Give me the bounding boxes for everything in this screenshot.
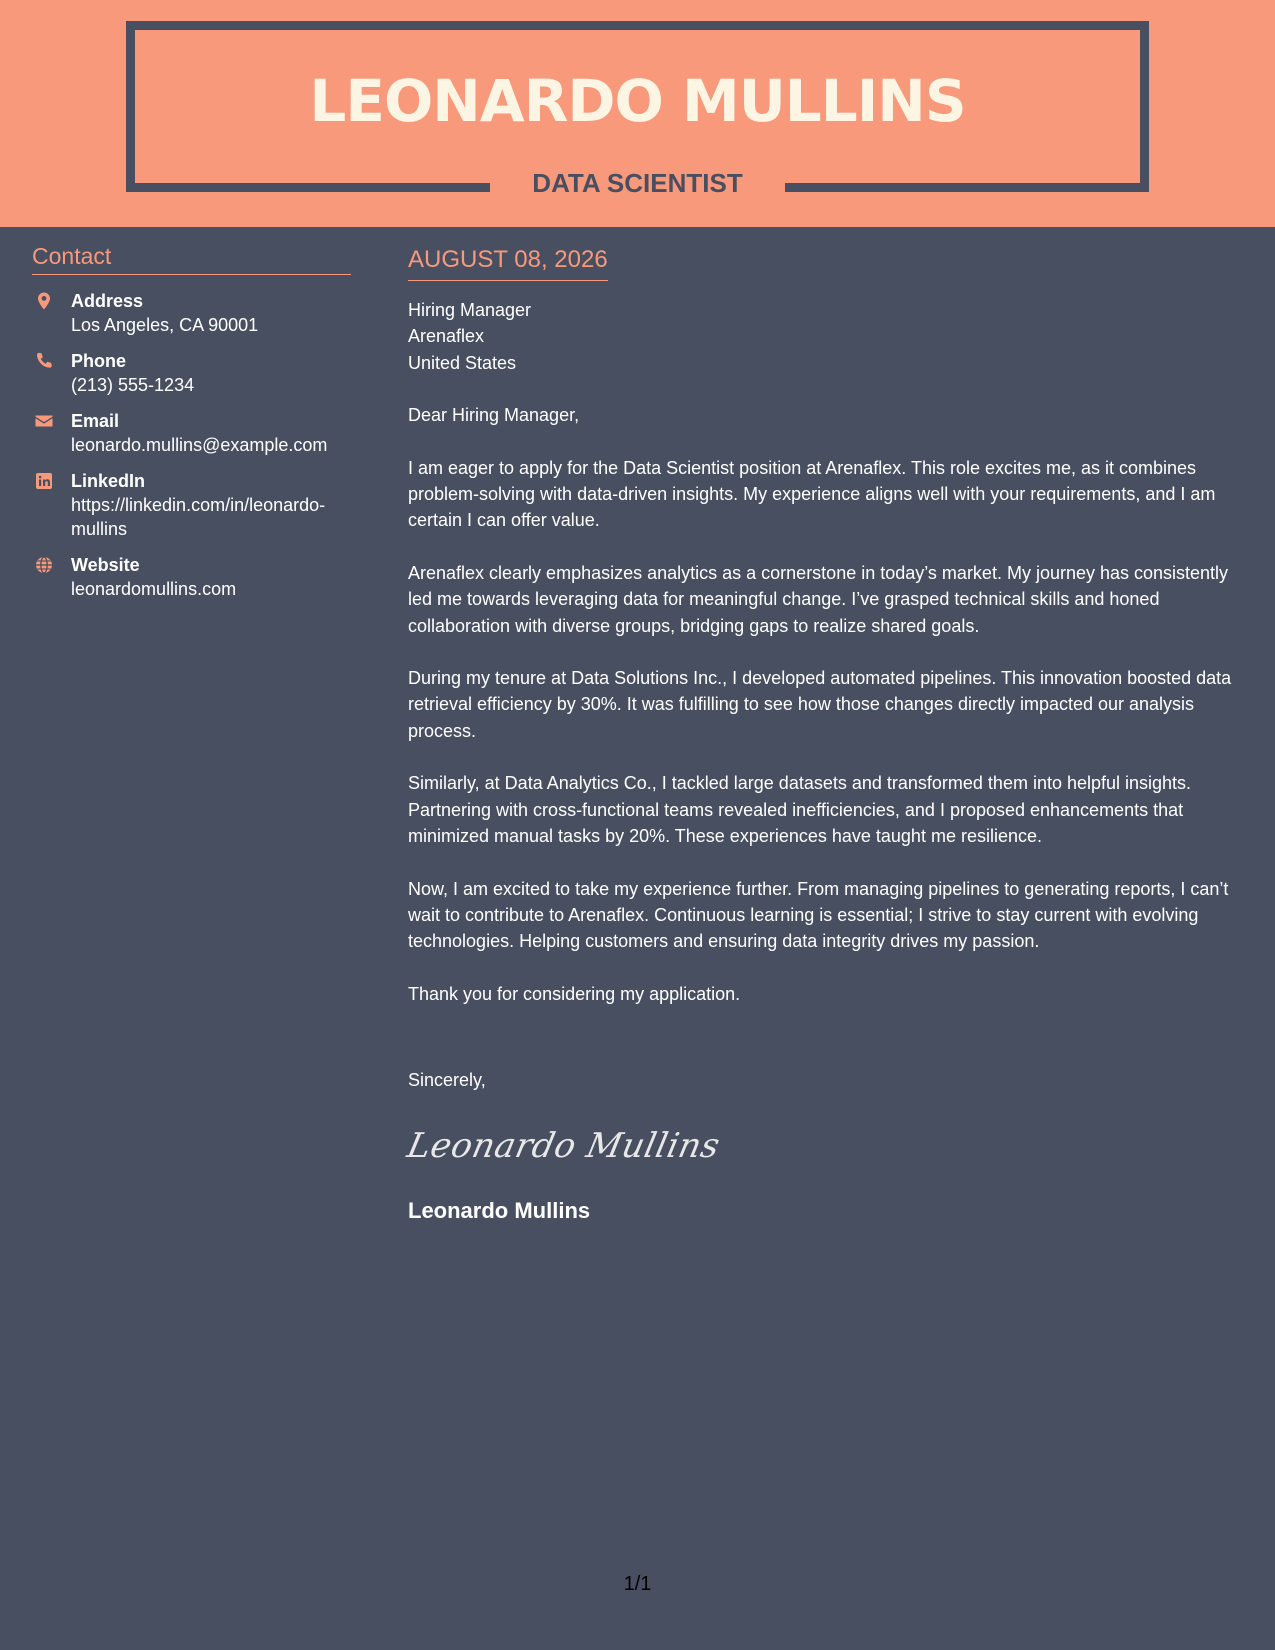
applicant-name: LEONARDO MULLINS [309, 67, 966, 135]
letter-body [403, 244, 1248, 1226]
header-banner [0, 0, 1275, 227]
paragraph-4: Similarly, at Data Analytics Co., I tackled large datasets and transformed them into helpful insights. Partnering with cross-functional teams revealed inefficiencies, and I proposed enhancements that minimized manual tasks by 20%. These experiences have taught me resilience. [408, 773, 1192, 847]
paragraph-6: Thank you for considering my application. [408, 983, 741, 1004]
paragraph-5: Now, I am excited to take my experience further. From managing pipelines to generating reports, I can’t wait to contribute to Arenaflex. Continuous learning is essential; I strive to stay current with evolving technologies. Helping customers and ensuring data integrity drives my passion. [408, 878, 1229, 952]
contact-item-linkedin [32, 469, 351, 541]
address-value: Los Angeles, CA 90001 [71, 315, 259, 335]
handwritten-signature: Leonardo Mullins [403, 1125, 724, 1166]
paragraph-2: Arenaflex clearly emphasizes analytics as a cornerstone in today’s market. My journey has consistently led me towards leveraging data for meaningful change. I’ve grasped technical skills and honed collaboration with diverse groups, bridging gaps to realize shared goals. [408, 562, 1229, 636]
email-value: leonardo.mullins@example.com [71, 435, 328, 455]
job-title: DATA SCIENTIST [532, 168, 743, 198]
contact-item-website [32, 553, 351, 601]
website-value: leonardomullins.com [71, 579, 237, 599]
recipient-country: United States [408, 352, 517, 373]
recipient-block [408, 297, 1248, 376]
letter-date: AUGUST 08, 2026 [408, 244, 608, 281]
phone-value: (213) 555-1234 [71, 375, 195, 395]
email-label: Email [71, 411, 120, 431]
linkedin-value: https://linkedin.com/in/leonardo-mullins [71, 495, 326, 539]
map-pin-icon [34, 291, 54, 311]
contact-item-phone [32, 349, 351, 397]
closing: Sincerely, [408, 1070, 486, 1091]
recipient-title: Hiring Manager [408, 300, 532, 320]
contact-sidebar [32, 240, 351, 613]
website-label: Website [71, 555, 140, 575]
salutation: Dear Hiring Manager, [408, 405, 580, 426]
contact-heading: Contact [32, 240, 351, 275]
paragraph-3: During my tenure at Data Solutions Inc., I developed automated pipelines. This innovation boosted data retrieval efficiency by 30%. It was fulfilling to see how those changes directly impacted our analysis process. [408, 668, 1232, 741]
phone-label: Phone [71, 351, 127, 371]
contact-item-address [32, 289, 351, 337]
signed-name: Leonardo Mullins [408, 1197, 591, 1223]
envelope-icon [34, 411, 54, 431]
linkedin-label: LinkedIn [71, 471, 146, 491]
globe-icon [34, 555, 54, 575]
paragraph-1: I am eager to apply for the Data Scientist position at Arenaflex. This role excites me, as it combines problem-solving with data-driven insights. My experience aligns well with your requirements, and I am certain I can offer value. [408, 457, 1216, 531]
phone-icon [34, 351, 54, 371]
recipient-company: Arenaflex [408, 326, 485, 347]
contact-item-email [32, 409, 351, 457]
page-number: 1/1 [623, 1573, 652, 1595]
address-label: Address [71, 291, 144, 311]
linkedin-icon [34, 471, 54, 491]
